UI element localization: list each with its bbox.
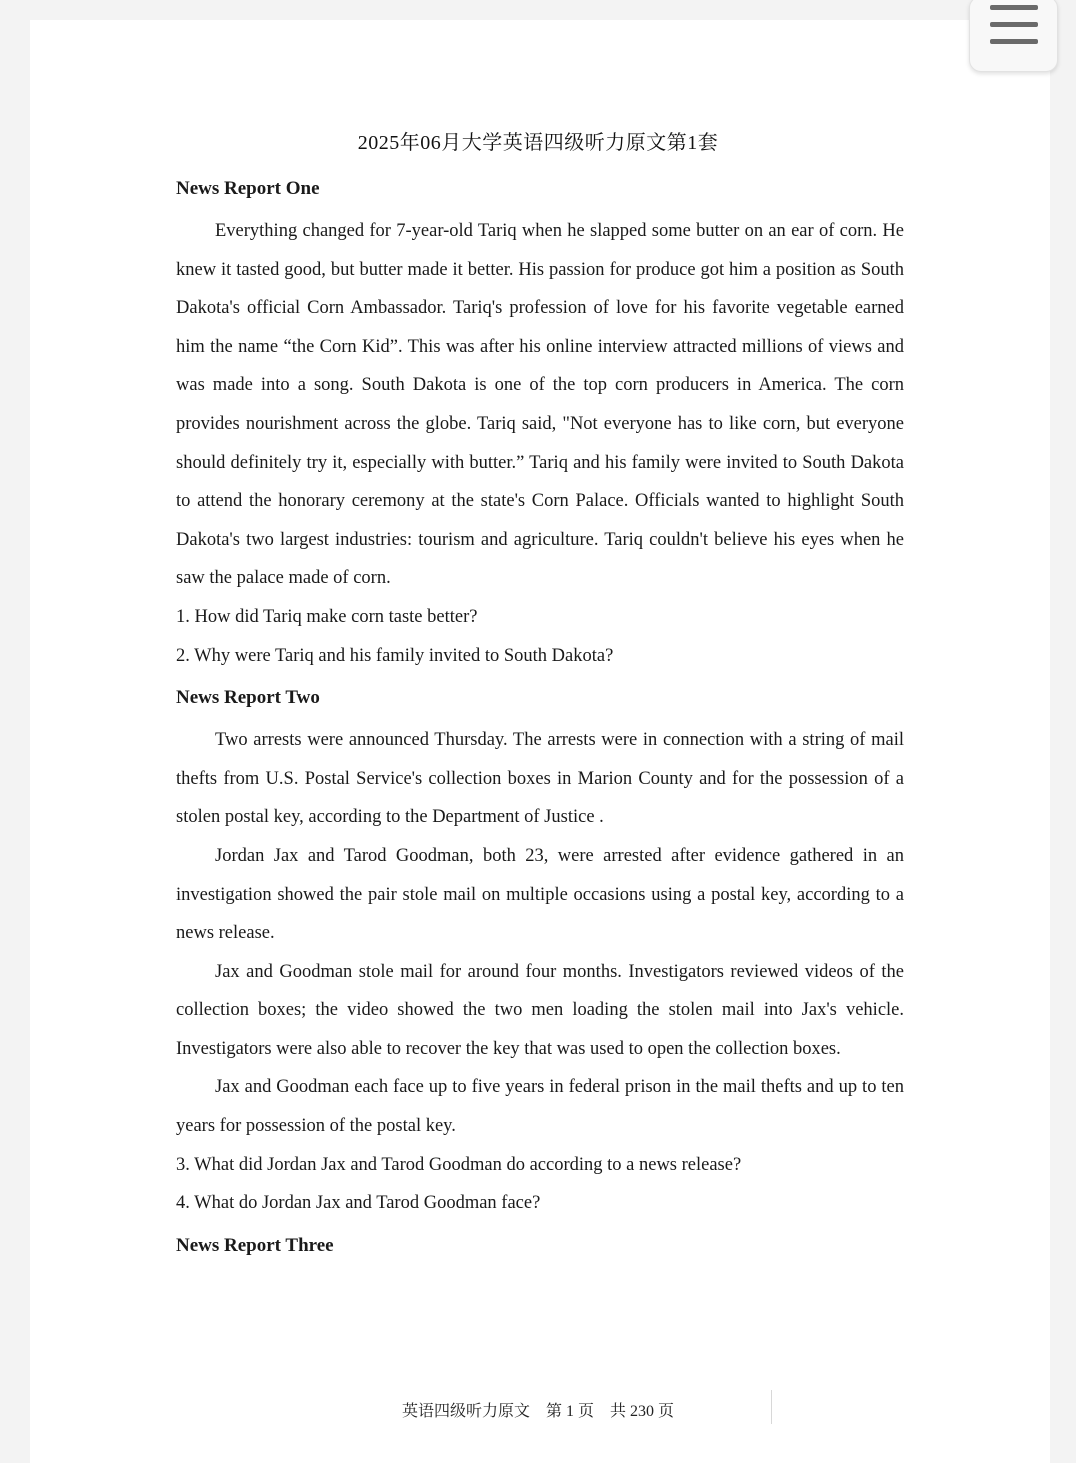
paragraph: Everything changed for 7-year-old Tariq when he slapped some butter on an ear of corn. He knew it tasted good, but butter made it better. His passion for produce got him a position as South Dakota's official Corn Ambassador. Tariq's profession of love for his favorite vegetable earned him the name “the Corn Kid”. This was after his online interview attracted millions of views and was made into a song. South Dakota is one of the top corn producers in America. The corn provides nourishment across the globe. Tariq said, "Not everyone has to like corn, but everyone should definitely try it, especially with butter.” Tariq and his family were invited to South Dakota to attend the honorary ceremony at the state's Corn Palace. Officials wanted to highlight South Dakota's two largest industries: tourism and agriculture. Tariq couldn't believe his eyes when he saw the palace made of corn. bbox=[176, 221, 904, 589]
section-heading: News Report Two bbox=[176, 687, 320, 709]
paragraph: Jax and Goodman each face up to five years in federal prison in the mail thefts and up to ten years for possession of the postal key. bbox=[176, 1077, 904, 1137]
document-body bbox=[176, 172, 904, 1269]
section-heading: News Report One bbox=[176, 178, 320, 199]
footer-page-number: 第 1 页 bbox=[545, 1403, 594, 1420]
section-heading: News Report Three bbox=[176, 1234, 334, 1256]
divider bbox=[771, 1390, 772, 1424]
section-news-report-one bbox=[176, 172, 904, 675]
paragraph: Jax and Goodman stole mail for around four months. Investigators reviewed videos of the collection boxes; the video showed the two men loading the stolen mail into Jax's vehicle. Investigators were also able to recover the key that was used to open the collection boxes. bbox=[176, 961, 904, 1059]
paragraph: Two arrests were announced Thursday. The arrests were in connection with a string of mail thefts from U.S. Postal Service's collection boxes in Marion County and for the possession of a stolen postal key, according to the Department of Justice . bbox=[176, 730, 904, 828]
footer-doc-name: 英语四级听力原文 bbox=[401, 1403, 530, 1420]
section-news-report-two bbox=[176, 681, 904, 1223]
footer-total-pages: 共 230 页 bbox=[610, 1403, 675, 1420]
question-item: 4. What do Jordan Jax and Tarod Goodman face? bbox=[176, 1193, 541, 1214]
section-news-report-three bbox=[176, 1229, 904, 1263]
document-title: 2025年06月大学英语四级听力原文第1套 bbox=[357, 132, 719, 154]
question-item: 3. What did Jordan Jax and Tarod Goodman do according to a news release? bbox=[176, 1154, 742, 1175]
question-item: 1. How did Tariq make corn taste better? bbox=[176, 606, 478, 627]
page-footer bbox=[0, 1398, 1076, 1421]
paragraph: Jordan Jax and Tarod Goodman, both 23, were arrested after evidence gathered in an investigation showed the pair stole mail on multiple occasions using a postal key, according to a news release. bbox=[176, 845, 904, 944]
menu-button[interactable] bbox=[969, 0, 1058, 72]
question-item: 2. Why were Tariq and his family invited to South Dakota? bbox=[176, 645, 614, 666]
